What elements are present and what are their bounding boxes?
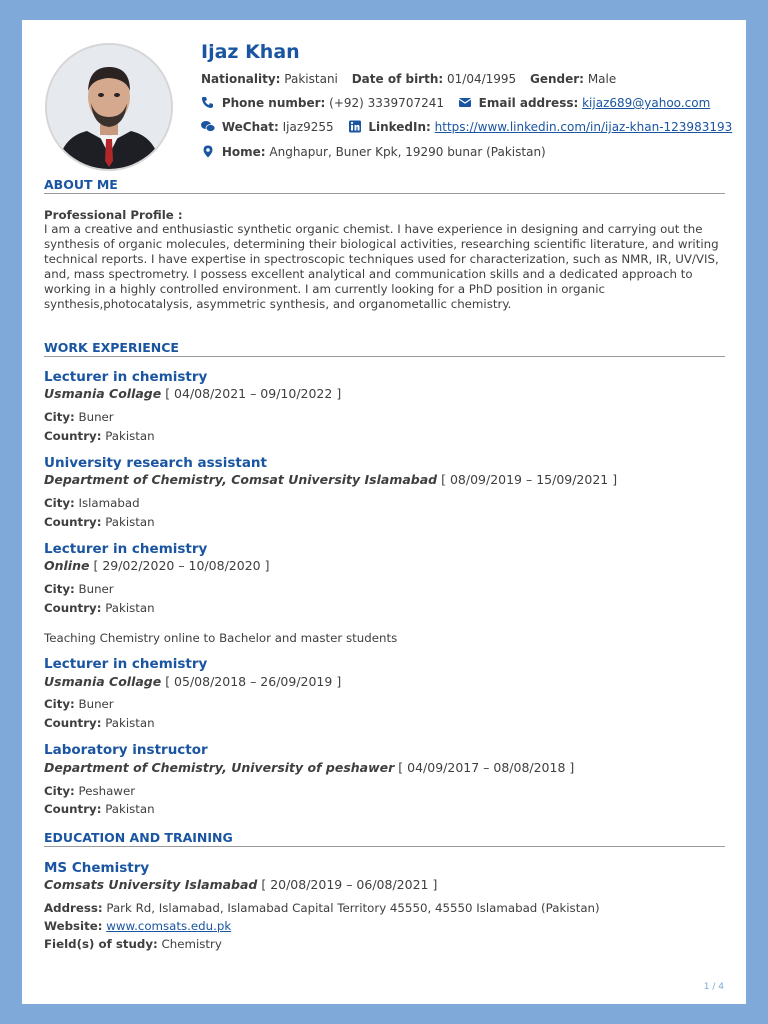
country-label: Country: — [44, 515, 102, 529]
location-pin-icon — [201, 145, 215, 158]
city-value: Buner — [78, 697, 114, 711]
personal-info-line — [201, 72, 616, 86]
linkedin-link[interactable]: https://www.linkedin.com/in/ijaz-khan-123983193 — [434, 120, 733, 134]
job-org — [44, 386, 341, 401]
about-line: I am a creative and enthusiastic synthetic organic chemist. I have experience in designing and carrying out the — [44, 222, 703, 236]
field-value: Chemistry — [161, 937, 222, 951]
email-label: Email address: — [478, 96, 579, 110]
job-city — [44, 496, 140, 510]
page-number: 1 / 4 — [703, 982, 724, 992]
phone-label: Phone number: — [221, 96, 326, 110]
job-org-name: Department of Chemistry, University of peshawer — [44, 760, 395, 775]
gender-value: Male — [587, 72, 617, 86]
job-dates: [ 08/09/2019 – 15/09/2021 ] — [441, 472, 618, 487]
city-value: Islamabad — [78, 496, 140, 510]
about-line: synthesis,photocatalysis, asymmetric synthesis, and organometallic chemistry. — [44, 297, 512, 311]
job-org — [44, 472, 617, 487]
job-title: Lecturer in chemistry — [44, 656, 208, 672]
job-title: University research assistant — [44, 455, 267, 471]
job-dates: [ 05/08/2018 – 26/09/2019 ] — [165, 674, 342, 689]
professional-profile-label: Professional Profile : — [44, 208, 183, 222]
country-value: Pakistan — [105, 429, 155, 443]
about-line: synthesis of organic molecules, determining their biological activities, researching scientific literature, and writing — [44, 237, 719, 251]
job-city — [44, 410, 114, 424]
country-label: Country: — [44, 716, 102, 730]
job-country — [44, 802, 155, 816]
job-note: Teaching Chemistry online to Bachelor and master students — [44, 631, 398, 645]
about-line: and, mass spectrometry. I possess excellent analytical and communication skills and a dedicated approach to — [44, 267, 693, 281]
country-value: Pakistan — [105, 601, 155, 615]
education-title: MS Chemistry — [44, 860, 150, 876]
field-label: Field(s) of study: — [44, 937, 158, 951]
city-label: City: — [44, 496, 75, 510]
home-line — [201, 145, 546, 159]
website-label: Website: — [44, 919, 103, 933]
wechat-value: Ijaz9255 — [282, 120, 334, 134]
home-label: Home: — [221, 145, 266, 159]
job-country — [44, 515, 155, 529]
wechat-label: WeChat: — [221, 120, 279, 134]
job-city — [44, 784, 135, 798]
cv-page — [22, 20, 746, 1004]
linkedin-icon — [348, 120, 362, 133]
profile-photo — [45, 43, 173, 171]
city-value: Buner — [78, 410, 114, 424]
job-title: Lecturer in chemistry — [44, 541, 208, 557]
city-label: City: — [44, 697, 75, 711]
dob-value: 01/04/1995 — [447, 72, 517, 86]
country-label: Country: — [44, 429, 102, 443]
social-line — [201, 120, 732, 134]
city-value: Buner — [78, 582, 114, 596]
job-org-name: Usmania Collage — [44, 674, 162, 689]
country-label: Country: — [44, 601, 102, 615]
home-value: Anghapur, Buner Kpk, 19290 bunar (Pakistan) — [269, 145, 546, 159]
wechat-icon — [201, 120, 215, 133]
job-org-name: Department of Chemistry, Comsat University Islamabad — [44, 472, 438, 487]
city-value: Peshawer — [78, 784, 136, 798]
nationality-value: Pakistani — [284, 72, 338, 86]
education-dates: [ 20/08/2019 – 06/08/2021 ] — [261, 877, 438, 892]
contact-line — [201, 96, 710, 110]
city-label: City: — [44, 582, 75, 596]
job-country — [44, 716, 155, 730]
job-dates: [ 04/08/2021 – 09/10/2022 ] — [165, 386, 342, 401]
email-link[interactable]: kijaz689@yahoo.com — [582, 96, 711, 110]
city-label: City: — [44, 784, 75, 798]
education-address — [44, 901, 600, 915]
country-value: Pakistan — [105, 716, 155, 730]
job-org-name: Usmania Collage — [44, 386, 162, 401]
website-link[interactable]: www.comsats.edu.pk — [106, 919, 232, 933]
country-value: Pakistan — [105, 802, 155, 816]
country-value: Pakistan — [105, 515, 155, 529]
job-dates: [ 04/09/2017 – 08/08/2018 ] — [398, 760, 575, 775]
nationality-label: Nationality: — [201, 72, 281, 86]
city-label: City: — [44, 410, 75, 424]
section-heading-about: ABOUT ME — [44, 177, 725, 194]
job-dates: [ 29/02/2020 – 10/08/2020 ] — [93, 558, 270, 573]
job-title: Laboratory instructor — [44, 742, 208, 758]
frame-top — [0, 0, 768, 20]
job-city — [44, 582, 114, 596]
about-line: technical reports. I have expertise in spectroscopic techniques used for characterization, such as NMR, IR, UV/VIS, — [44, 252, 719, 266]
education-org-name: Comsats University Islamabad — [44, 877, 258, 892]
country-label: Country: — [44, 802, 102, 816]
about-line: working in a highly controlled environment. I am currently looking for a PhD position in organic — [44, 282, 606, 296]
job-country — [44, 429, 155, 443]
gender-label: Gender: — [530, 72, 584, 86]
phone-icon — [201, 96, 215, 109]
job-city — [44, 697, 114, 711]
address-label: Address: — [44, 901, 103, 915]
person-name: Ijaz Khan — [201, 41, 300, 63]
envelope-icon — [458, 96, 472, 109]
linkedin-label: LinkedIn: — [368, 120, 431, 134]
job-org — [44, 558, 269, 573]
about-paragraph — [44, 222, 734, 312]
education-org — [44, 877, 437, 892]
job-org — [44, 674, 341, 689]
section-heading-education: EDUCATION AND TRAINING — [44, 830, 725, 847]
section-heading-work: WORK EXPERIENCE — [44, 340, 725, 357]
address-value: Park Rd, Islamabad, Islamabad Capital Territory 45550, 45550 Islamabad (Pakistan) — [106, 901, 600, 915]
job-org — [44, 760, 574, 775]
job-title: Lecturer in chemistry — [44, 369, 208, 385]
dob-label: Date of birth: — [351, 72, 444, 86]
education-website — [44, 919, 231, 933]
education-field — [44, 937, 222, 951]
phone-value: (+92) 3339707241 — [329, 96, 444, 110]
job-org-name: Online — [44, 558, 90, 573]
job-country — [44, 601, 155, 615]
